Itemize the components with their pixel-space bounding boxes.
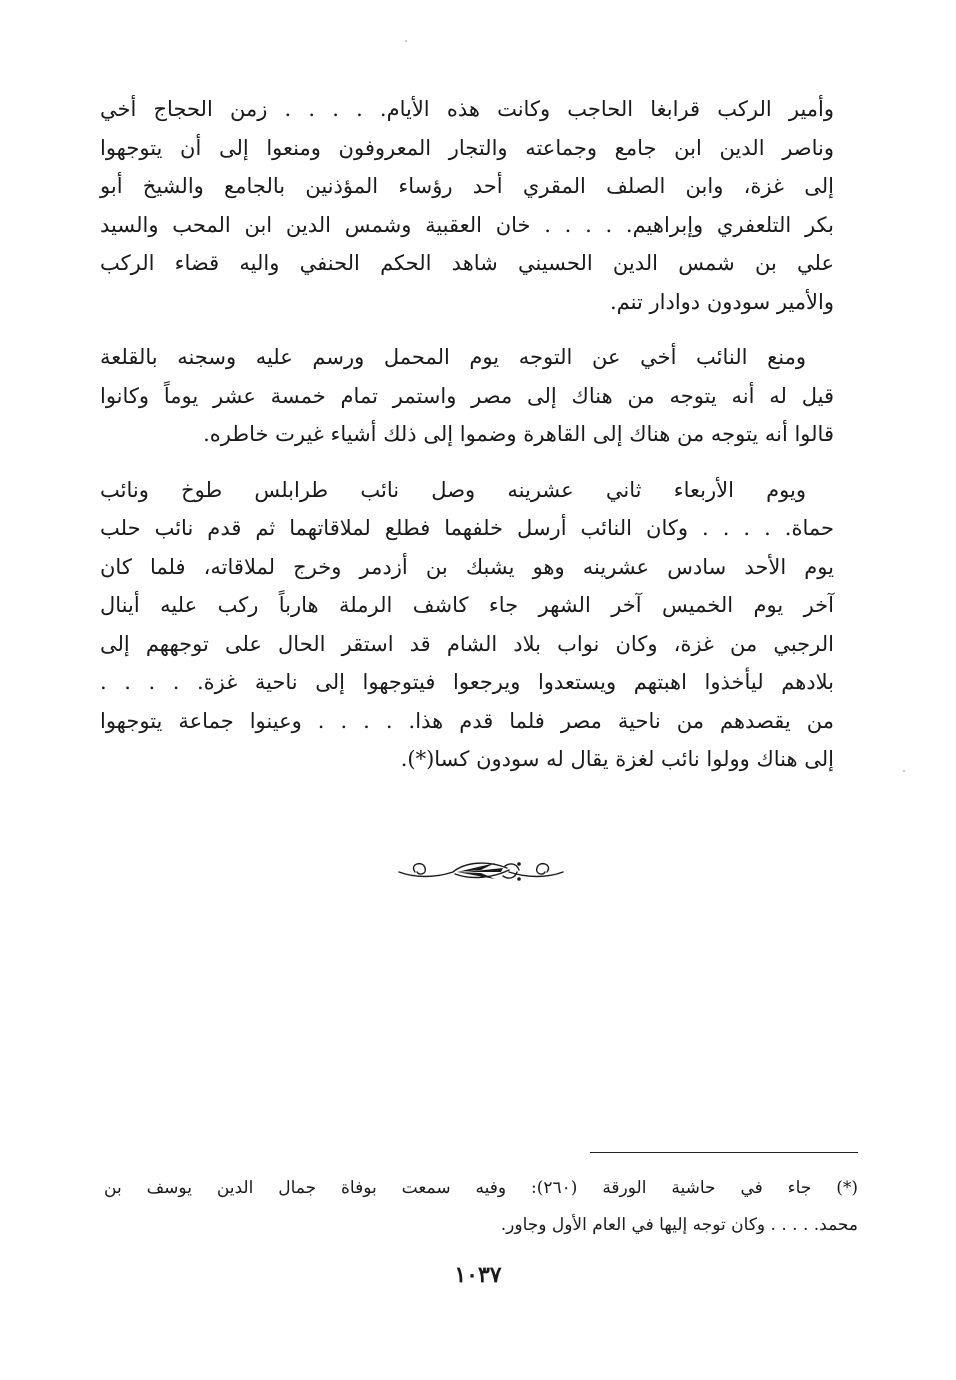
footnote-separator: [590, 1152, 858, 1153]
text-line: ويوم الأربعاء ثاني عشرينه وصل نائب طرابلس طوخ ونائب: [100, 477, 806, 502]
footnote-line: (*) جاء في حاشية الورقة (٢٦٠): وفيه سمعت بوفاة جمال الدين يوسف بن: [104, 1178, 858, 1198]
text-line: آخر يوم الخميس آخر الشهر جاء كاشف الرملة هارباً ركب عليه أينال: [100, 593, 834, 617]
text-line: وناصر الدين ابن جامع وجماعته والتجار المعروفون ومنعوا إلى أن يتوجهوا: [100, 135, 834, 160]
main-text: [100, 90, 834, 796]
paragraph-3: [100, 471, 834, 779]
footnote-line: محمد. . . . . وكان توجه إليها في العام الأول وجاور.: [500, 1215, 858, 1235]
text-line: ومنع النائب أخي عن التوجه يوم المحمل ورسم عليه وسجنه بالقلعة: [100, 345, 806, 369]
text-line: بلادهم ليأخذوا اهبتهم ويستعدوا ويرجعوا فيتوجهوا إلى ناحية غزة. . . . .: [100, 670, 834, 694]
text-line: قيل له أنه يتوجه من هناك إلى مصر واستمر تمام خمسة عشر يوماً وكانوا: [100, 383, 834, 408]
text-line: إلى غزة، وابن الصلف المقري أحد رؤساء المؤذنين بالجامع والشيخ أبو: [100, 174, 834, 198]
text-line: حماة. . . . . وكان النائب أرسل خلفهما فطلع لملاقاتهما ثم قدم نائب حلب: [100, 516, 834, 540]
text-line: قالوا أنه يتوجه من هناك إلى القاهرة وضموا إلى ذلك أشياء غيرت خاطره.: [203, 422, 834, 446]
scan-speck: [405, 40, 407, 42]
text-line: والأمير سودون دوادار تنم.: [610, 289, 834, 314]
text-line: إلى هناك وولوا نائب لغزة يقال له سودون كسا(*).: [400, 747, 834, 771]
paragraph-1: [100, 90, 834, 321]
paragraph-2: [100, 338, 834, 454]
scan-speck: [903, 770, 905, 772]
text-line: من يقصدهم من ناحية مصر فلما قدم هذا. . . . . وعينوا جماعة يتوجهوا: [100, 708, 834, 733]
text-line: يوم الأحد سادس عشرينه وهو يشبك بن أزدمر وخرج لملاقاته، فلما كان: [100, 554, 834, 579]
text-line: بكر التلعفري وإبراهيم. . . . . خان العقبية وشمس الدين ابن المحب والسيد: [100, 212, 834, 237]
floral-divider-icon: [395, 852, 567, 886]
text-line: وأمير الركب قرابغا الحاجب وكانت هذه الأيام. . . . . زمن الحجاج أخي: [100, 97, 834, 121]
page-number: ١٠٣٧: [454, 1262, 502, 1288]
footnote: [104, 1170, 858, 1244]
text-line: الرجبي من غزة، وكان نواب بلاد الشام قد استقر الحال على توجههم إلى: [100, 631, 834, 656]
text-line: علي بن شمس الدين الحسيني شاهد الحكم الحنفي واليه قضاء الركب: [100, 251, 834, 275]
